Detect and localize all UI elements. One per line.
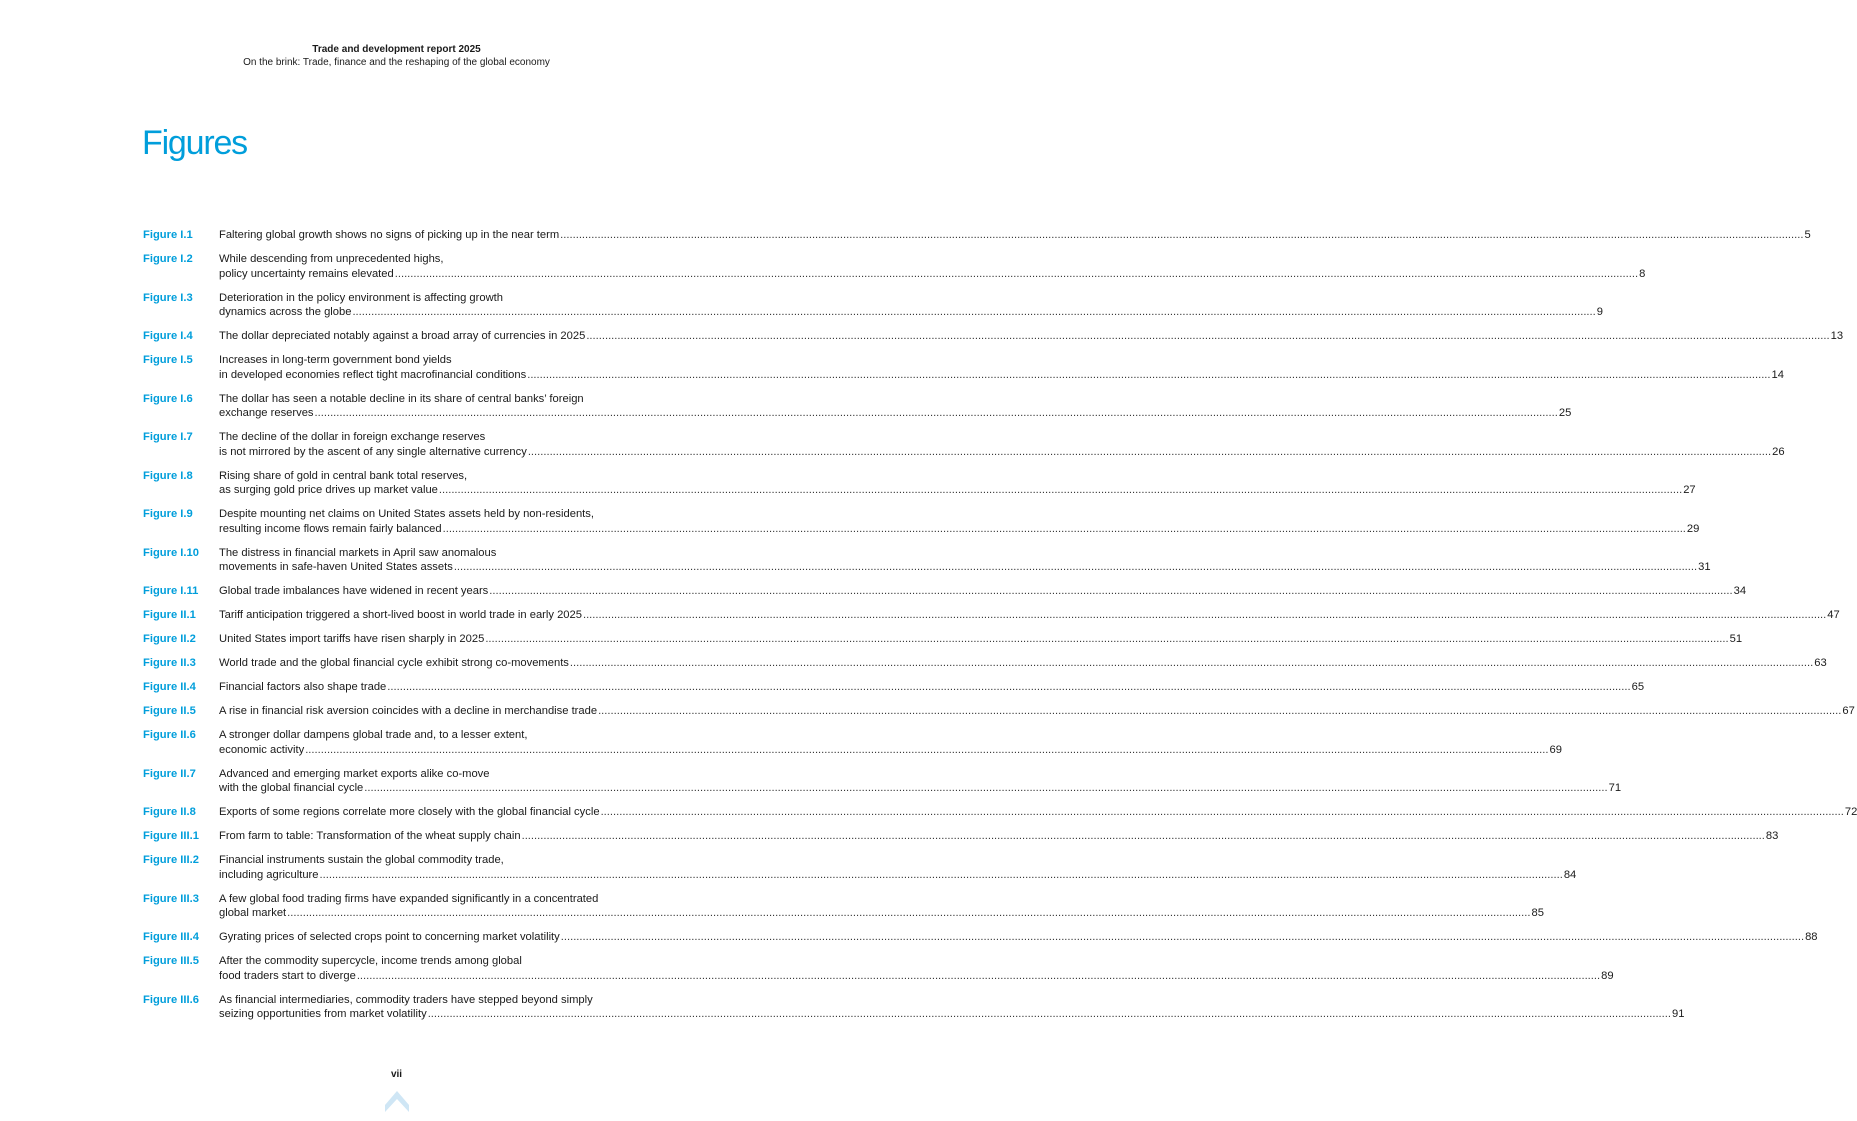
toc-entry[interactable] <box>143 656 1827 671</box>
figure-title-line: Global trade imbalances have widened in recent years <box>219 585 489 597</box>
page-ref[interactable]: 27 <box>1683 484 1696 496</box>
figure-label: Figure III.2 <box>143 854 199 866</box>
figure-title <box>219 930 1818 945</box>
figure-title-line: As financial intermediaries, commodity traders have stepped beyond simply <box>219 993 593 1006</box>
dot-leader: ................................................................................................................................................................................................................................................................................................................................................................................................................ <box>485 633 1729 645</box>
toc-entry[interactable] <box>143 252 1646 281</box>
toc-entry[interactable] <box>143 584 1747 599</box>
page-ref[interactable]: 29 <box>1686 522 1700 535</box>
figure-label: Figure II.4 <box>143 681 196 693</box>
toc-entry[interactable] <box>143 608 1840 623</box>
figure-label: Figure II.8 <box>143 806 196 818</box>
toc-entry[interactable] <box>143 546 1711 575</box>
dot-leader: ................................................................................................................................................................................................................................................................................................................................................................................................................ <box>527 368 1771 381</box>
figure-title <box>219 608 1840 623</box>
figure-title <box>219 507 1700 536</box>
figure-title-line: A few global food trading firms have expanded significantly in a concentrated <box>219 892 599 905</box>
figure-label: Figure III.1 <box>143 830 199 842</box>
figure-title-line: as surging gold price drives up market value <box>219 484 438 496</box>
dot-leader: ................................................................................................................................................................................................................................................................................................................................................................................................................ <box>560 229 1804 241</box>
figures-list <box>143 228 1857 1031</box>
toc-entry[interactable] <box>143 430 1785 459</box>
page-ref[interactable]: 47 <box>1827 609 1840 621</box>
figure-title-line: From farm to table: Transformation of the wheat supply chain <box>219 830 521 842</box>
figure-title <box>219 353 1784 382</box>
report-title: Trade and development report 2025 <box>312 44 481 55</box>
dot-leader: ................................................................................................................................................................................................................................................................................................................................................................................................................ <box>438 484 1683 496</box>
dot-leader: ................................................................................................................................................................................................................................................................................................................................................................................................................ <box>394 267 1639 280</box>
figure-title <box>219 632 1743 647</box>
page-ref[interactable]: 72 <box>1844 806 1857 818</box>
figure-title <box>219 656 1827 671</box>
figure-label: Figure II.6 <box>143 729 196 741</box>
figure-label: Figure I.10 <box>143 546 199 559</box>
figure-title-line: The dollar has seen a notable decline in its share of central banks’ foreign <box>219 392 584 405</box>
figure-label: Figure II.3 <box>143 657 196 669</box>
toc-entry[interactable] <box>143 829 1779 844</box>
figure-title <box>219 767 1622 796</box>
page-ref[interactable]: 69 <box>1549 743 1562 756</box>
toc-entry[interactable] <box>143 329 1844 344</box>
figure-title <box>219 728 1562 757</box>
page-ref[interactable]: 9 <box>1596 306 1603 318</box>
figure-title-line: Faltering global growth shows no signs of picking up in the near term <box>219 229 560 241</box>
figure-title <box>219 252 1646 281</box>
page-ref[interactable]: 65 <box>1631 681 1645 693</box>
figure-title <box>219 704 1855 719</box>
toc-entry[interactable] <box>143 469 1696 498</box>
figure-title-line: A rise in financial risk aversion coincides with a decline in merchandise trade <box>219 705 598 717</box>
page-ref[interactable]: 84 <box>1563 868 1577 881</box>
figure-title-line: economic activity <box>219 743 305 756</box>
toc-entry[interactable] <box>143 704 1855 719</box>
figure-label: Figure I.6 <box>143 392 193 405</box>
dot-leader: ................................................................................................................................................................................................................................................................................................................................................................................................................ <box>521 830 1765 842</box>
figure-label: Figure I.8 <box>143 469 193 482</box>
figure-title <box>219 392 1572 421</box>
figure-title-line: After the commodity supercycle, income trends among global <box>219 955 522 967</box>
figure-title-line: Despite mounting net claims on United States assets held by non-residents, <box>219 508 594 520</box>
figure-label: Figure I.4 <box>143 330 193 342</box>
dot-leader: ................................................................................................................................................................................................................................................................................................................................................................................................................ <box>600 806 1844 818</box>
page-ref[interactable]: 91 <box>1672 1008 1685 1020</box>
figure-title <box>219 954 1614 983</box>
toc-entry[interactable] <box>143 954 1614 983</box>
figure-title <box>219 430 1785 459</box>
figure-label: Figure I.9 <box>143 508 193 520</box>
figure-title <box>219 993 1685 1022</box>
dot-leader: ................................................................................................................................................................................................................................................................................................................................................................................................................ <box>442 522 1686 535</box>
figure-title-line: Financial factors also shape trade <box>219 681 387 693</box>
figure-label: Figure I.1 <box>143 229 193 241</box>
figure-label: Figure II.7 <box>143 767 196 780</box>
figure-title-line: Financial instruments sustain the global commodity trade, <box>219 854 504 866</box>
figure-title <box>219 892 1544 921</box>
page-number: vii <box>390 1069 403 1080</box>
figure-label: Figure III.5 <box>143 955 199 967</box>
figure-label: Figure II.5 <box>143 705 196 717</box>
toc-entry[interactable] <box>143 228 1811 243</box>
figure-title-line: While descending from unprecedented highs, <box>219 253 444 265</box>
figure-title <box>219 291 1603 320</box>
page-ref[interactable]: 89 <box>1601 969 1614 982</box>
dot-leader: ................................................................................................................................................................................................................................................................................................................................................................................................................ <box>489 585 1733 597</box>
dot-leader: ................................................................................................................................................................................................................................................................................................................................................................................................................ <box>586 330 1830 342</box>
toc-entry[interactable] <box>143 892 1544 921</box>
figure-title <box>219 680 1645 695</box>
figure-title-line: The dollar depreciated notably against a broad array of currencies in 2025 <box>219 330 586 342</box>
toc-entry[interactable] <box>143 930 1818 945</box>
figure-title-line: Rising share of gold in central bank total reserves, <box>219 469 468 482</box>
figure-title-line: exchange reserves <box>219 407 314 419</box>
report-subtitle: On the brink: Trade, finance and the reshaping of the global economy <box>243 57 550 68</box>
figure-title-line: including agriculture <box>219 868 319 881</box>
figure-title-line: The distress in financial markets in April saw anomalous <box>219 546 497 559</box>
figure-title-line: The decline of the dollar in foreign exchange reserves <box>219 431 486 443</box>
toc-entry[interactable] <box>143 291 1603 320</box>
figure-title-line: global market <box>219 907 287 919</box>
page-ref[interactable]: 67 <box>1842 705 1855 717</box>
dot-leader: ................................................................................................................................................................................................................................................................................................................................................................................................................ <box>569 657 1814 669</box>
figure-title <box>219 329 1844 344</box>
chevron-up-icon[interactable] <box>384 1089 410 1113</box>
figure-title-line: Tariff anticipation triggered a short-lived boost in world trade in early 2025 <box>219 609 582 621</box>
page-ref[interactable]: 71 <box>1608 782 1622 794</box>
figure-title <box>219 228 1811 243</box>
dot-leader: ................................................................................................................................................................................................................................................................................................................................................................................................................ <box>319 868 1563 881</box>
page-ref[interactable]: 88 <box>1805 931 1818 943</box>
page-ref[interactable]: 83 <box>1765 830 1779 842</box>
page-ref[interactable]: 51 <box>1729 633 1743 645</box>
figure-title-line: Advanced and emerging market exports alike co-move <box>219 767 490 780</box>
figure-label: Figure III.3 <box>143 892 199 905</box>
figure-label: Figure I.7 <box>143 431 193 443</box>
dot-leader: ................................................................................................................................................................................................................................................................................................................................................................................................................ <box>356 969 1601 982</box>
dot-leader: ................................................................................................................................................................................................................................................................................................................................................................................................................ <box>352 306 1596 318</box>
figure-title-line: Deterioration in the policy environment is affecting growth <box>219 291 503 304</box>
dot-leader: ................................................................................................................................................................................................................................................................................................................................................................................................................ <box>527 445 1772 458</box>
figure-label: Figure III.4 <box>143 931 199 943</box>
figure-label: Figure II.2 <box>143 633 196 645</box>
figure-title <box>219 853 1577 882</box>
figure-title-line: movements in safe-haven United States assets <box>219 561 453 573</box>
toc-entry[interactable] <box>143 805 1857 820</box>
page-ref[interactable]: 31 <box>1698 561 1711 573</box>
toc-entry[interactable] <box>143 353 1784 382</box>
toc-entry[interactable] <box>143 853 1577 882</box>
figure-title-line: Increases in long-term government bond yields <box>219 354 452 366</box>
figure-title-line: dynamics across the globe <box>219 306 352 318</box>
toc-entry[interactable] <box>143 728 1562 757</box>
dot-leader: ................................................................................................................................................................................................................................................................................................................................................................................................................ <box>305 743 1549 756</box>
figure-title-line: resulting income flows remain fairly balanced <box>219 522 442 535</box>
figure-title <box>219 469 1696 498</box>
dot-leader: ................................................................................................................................................................................................................................................................................................................................................................................................................ <box>582 609 1827 621</box>
figure-title-line: World trade and the global financial cycle exhibit strong co-movements <box>219 657 569 669</box>
running-header <box>0 43 793 69</box>
figure-label: Figure I.3 <box>143 291 193 304</box>
page-ref[interactable]: 13 <box>1830 330 1844 342</box>
figure-title-line: with the global financial cycle <box>219 782 364 794</box>
figure-label: Figure I.2 <box>143 253 193 265</box>
figure-title-line: policy uncertainty remains elevated <box>219 267 394 280</box>
figure-title-line: is not mirrored by the ascent of any single alternative currency <box>219 445 527 458</box>
figure-title <box>219 584 1747 599</box>
figure-label: Figure I.5 <box>143 354 193 366</box>
figure-title-line: food traders start to diverge <box>219 969 356 982</box>
figure-label: Figure III.6 <box>143 993 199 1006</box>
page-ref[interactable]: 14 <box>1771 368 1784 381</box>
figure-title <box>219 546 1711 575</box>
page-ref[interactable]: 34 <box>1733 585 1747 597</box>
dot-leader: ................................................................................................................................................................................................................................................................................................................................................................................................................ <box>598 705 1842 717</box>
toc-entry[interactable] <box>143 680 1645 695</box>
dot-leader: ................................................................................................................................................................................................................................................................................................................................................................................................................ <box>314 407 1558 419</box>
figure-title-line: A stronger dollar dampens global trade and, to a lesser extent, <box>219 729 528 741</box>
dot-leader: ................................................................................................................................................................................................................................................................................................................................................................................................................ <box>287 907 1531 919</box>
dot-leader: ................................................................................................................................................................................................................................................................................................................................................................................................................ <box>364 782 1608 794</box>
toc-entry[interactable] <box>143 993 1685 1022</box>
dot-leader: ................................................................................................................................................................................................................................................................................................................................................................................................................ <box>453 561 1698 573</box>
toc-entry[interactable] <box>143 507 1700 536</box>
page-ref[interactable]: 63 <box>1814 657 1827 669</box>
page-ref[interactable]: 8 <box>1639 267 1646 280</box>
dot-leader: ................................................................................................................................................................................................................................................................................................................................................................................................................ <box>560 931 1805 943</box>
figure-label: Figure I.11 <box>143 585 199 597</box>
page-title: Figures <box>142 124 247 162</box>
page-ref[interactable]: 26 <box>1772 445 1785 458</box>
toc-entry[interactable] <box>143 392 1572 421</box>
figure-label: Figure II.1 <box>143 609 196 621</box>
dot-leader: ................................................................................................................................................................................................................................................................................................................................................................................................................ <box>387 681 1631 693</box>
figure-title-line: United States import tariffs have risen sharply in 2025 <box>219 633 485 645</box>
dot-leader: ................................................................................................................................................................................................................................................................................................................................................................................................................ <box>427 1008 1671 1020</box>
figure-title <box>219 805 1857 820</box>
toc-entry[interactable] <box>143 632 1743 647</box>
figure-title-line: Exports of some regions correlate more closely with the global financial cycle <box>219 806 600 818</box>
page-ref[interactable]: 25 <box>1558 407 1572 419</box>
figure-title-line: in developed economies reflect tight macrofinancial conditions <box>219 368 527 381</box>
figure-title-line: Gyrating prices of selected crops point to concerning market volatility <box>219 931 560 943</box>
figure-title <box>219 829 1779 844</box>
toc-entry[interactable] <box>143 767 1622 796</box>
page-ref[interactable]: 5 <box>1804 229 1811 241</box>
figure-title-line: seizing opportunities from market volatility <box>219 1008 427 1020</box>
page-ref[interactable]: 85 <box>1531 907 1544 919</box>
